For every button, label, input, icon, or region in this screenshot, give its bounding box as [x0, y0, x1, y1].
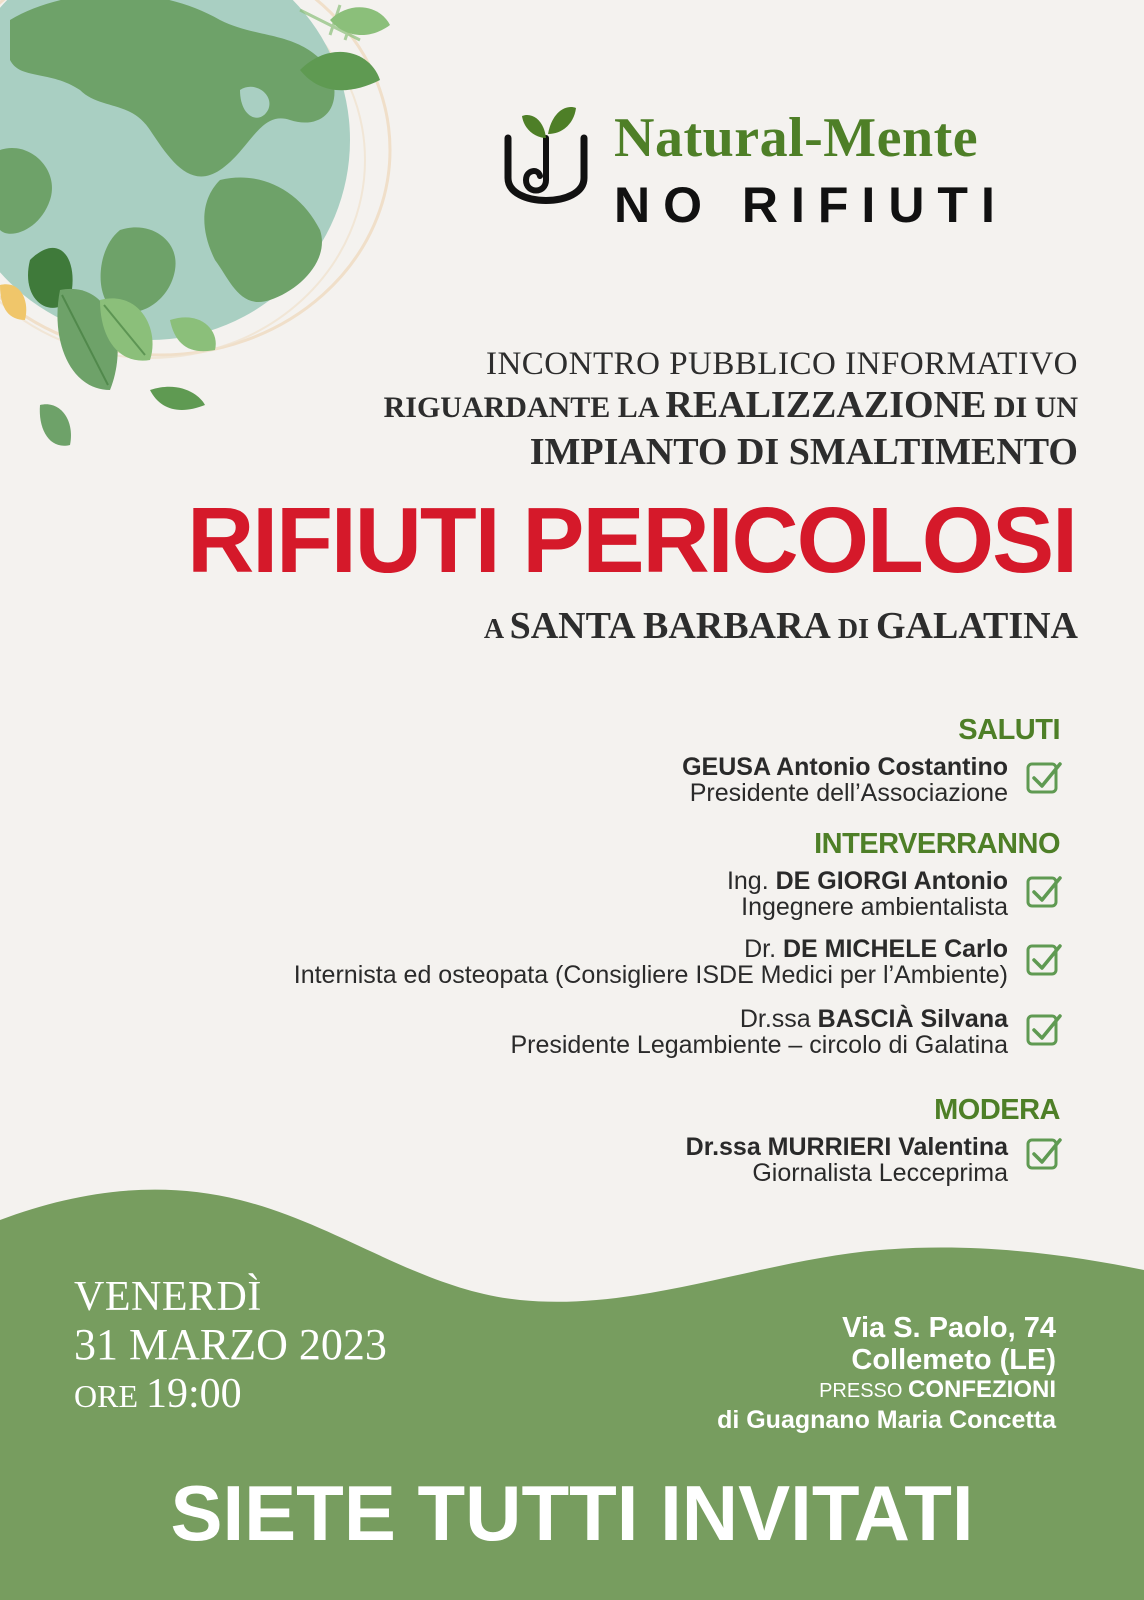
- speaker-surname: BASCIÀ Silvana: [817, 1005, 1008, 1033]
- address-venue-owner: di Guagnano Maria Concetta: [717, 1406, 1056, 1434]
- logo-title: Natural-Mente: [614, 107, 979, 169]
- location-d: GALATINA: [876, 605, 1078, 647]
- headline-line-2: [178, 383, 1078, 430]
- speaker-entry: [727, 868, 1008, 920]
- checkbox-check-icon: [1024, 758, 1064, 798]
- speaker-prefix: Ing.: [726, 867, 776, 895]
- speaker-entry: [686, 1134, 1008, 1186]
- headline-line-3: IMPIANTO DI SMALTIMENTO: [529, 431, 1078, 473]
- address-city: Collemeto (LE): [851, 1344, 1056, 1376]
- section-modera-title: MODERA: [934, 1094, 1060, 1126]
- event-location-title: [484, 604, 1078, 652]
- location-b: SANTA BARBARA: [509, 605, 831, 647]
- sprout-logo-icon: [496, 98, 596, 222]
- invitation-banner: SIETE TUTTI INVITATI: [170, 1469, 974, 1557]
- speaker-name: [682, 754, 1008, 780]
- speaker-name: [727, 868, 1008, 894]
- checkbox-check-icon: [1024, 940, 1064, 980]
- speaker-surname: DE MICHELE Carlo: [782, 935, 1008, 963]
- event-time: [74, 1370, 387, 1420]
- event-time-label: ORE: [74, 1378, 146, 1414]
- headline-line-2c: DI UN: [986, 391, 1078, 424]
- speaker-entry: [294, 936, 1008, 988]
- checkbox-check-icon: [1024, 1134, 1064, 1174]
- address-venue: [717, 1376, 1056, 1405]
- speaker-name: [294, 936, 1008, 962]
- speaker-entry: [682, 754, 1008, 806]
- address-venue-name: CONFEZIONI: [908, 1376, 1056, 1403]
- event-date: [74, 1274, 387, 1420]
- checkbox-check-icon: [1024, 1010, 1064, 1050]
- logo-subtitle: NO RIFIUTI: [614, 177, 1008, 233]
- headline-line-1: INCONTRO PUBBLICO INFORMATIVO: [485, 346, 1078, 382]
- speaker-role: Giornalista Lecceprima: [752, 1159, 1008, 1187]
- speaker-name: [510, 1006, 1008, 1032]
- location-a: A: [483, 614, 510, 645]
- event-time-value: 19:00: [146, 1371, 242, 1417]
- event-date-value: 31 MARZO 2023: [74, 1320, 387, 1369]
- speaker-surname: DE GIORGI Antonio: [775, 867, 1008, 895]
- event-day: VENERDÌ: [74, 1274, 262, 1320]
- speaker-role: Presidente dell’Associazione: [689, 779, 1008, 807]
- speaker-entry: [510, 1006, 1008, 1058]
- address-presso: PRESSO: [819, 1380, 908, 1402]
- location-c: DI: [830, 614, 876, 645]
- section-saluti-title: SALUTI: [958, 714, 1060, 746]
- speaker-role: Presidente Legambiente – circolo di Galatina: [510, 1031, 1008, 1059]
- speaker-prefix: Dr.: [744, 935, 783, 963]
- speaker-role: Internista ed osteopata (Consigliere ISDE Medici per l’Ambiente): [293, 961, 1008, 989]
- checkbox-check-icon: [1024, 872, 1064, 912]
- speaker-name: [686, 1134, 1008, 1160]
- event-address: [717, 1312, 1056, 1435]
- speaker-surname: GEUSA Antonio Costantino: [682, 753, 1008, 781]
- organization-logo: [496, 98, 1088, 233]
- headline: [178, 345, 1078, 474]
- speaker-surname: Dr.ssa MURRIERI Valentina: [685, 1133, 1008, 1161]
- address-street: Via S. Paolo, 74: [842, 1312, 1056, 1344]
- headline-line-2a: RIGUARDANTE LA: [383, 391, 666, 424]
- speaker-prefix: Dr.ssa: [739, 1005, 818, 1033]
- speaker-role: Ingegnere ambientalista: [741, 893, 1008, 921]
- main-title: RIFIUTI PERICOLOSI: [187, 488, 1076, 592]
- headline-line-2b: REALIZZAZIONE: [665, 384, 987, 426]
- section-interverranno-title: INTERVERRANNO: [814, 828, 1060, 860]
